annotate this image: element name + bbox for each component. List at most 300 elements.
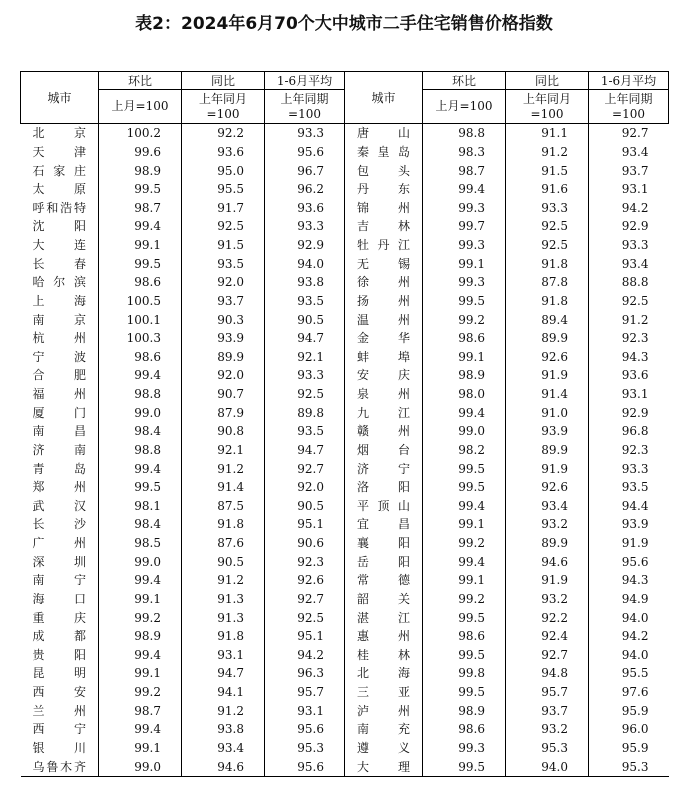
mom-value-cell: 99.1 [99,664,182,683]
yoy-value-cell: 91.9 [506,459,589,478]
city-name-cell: 南 昌 [32,424,86,439]
avg-value-cell: 95.5 [589,664,669,683]
mom-value-cell: 99.2 [423,534,506,553]
mom-value-cell: 98.6 [99,348,182,367]
mom-base-label: 上月=100 [99,90,182,124]
city-name-cell: 南 充 [345,720,423,739]
yoy-value-cell: 92.7 [506,646,589,665]
avg-value-cell: 93.3 [589,236,669,255]
avg-value-cell: 94.7 [265,441,345,460]
table-row [21,720,669,739]
city-name-cell: 包 头 [345,161,423,180]
city-name-cell: 沈 阳 [32,219,86,234]
city-name-cell: 徐 州 [345,273,423,292]
mom-value-cell: 98.9 [99,627,182,646]
city-name-cell: 大 连 [32,238,86,253]
city-name-cell: 南 京 [32,312,86,327]
table-row [21,217,669,236]
mom-value-cell: 99.4 [99,646,182,665]
city-name-cell: 青 岛 [32,461,86,476]
yoy-value-cell: 91.1 [506,124,589,143]
mom-value-cell: 99.5 [99,478,182,497]
mom-value-cell: 99.5 [423,646,506,665]
mom-value-cell: 99.5 [423,478,506,497]
yoy-value-cell: 92.6 [506,348,589,367]
yoy-value-cell: 87.9 [182,403,265,422]
yoy-value-cell: 93.8 [182,720,265,739]
yoy-value-cell: 91.8 [506,292,589,311]
city-name-cell: 宁 波 [32,349,86,364]
city-column-header: 城市 [21,72,99,124]
mom-value-cell: 100.5 [99,292,182,311]
table-row [21,552,669,571]
mom-value-cell: 99.6 [99,143,182,162]
yoy-value-cell: 92.1 [182,441,265,460]
city-name-cell: 烟 台 [345,441,423,460]
avg-value-cell: 88.8 [589,273,669,292]
yoy-value-cell: 92.6 [506,478,589,497]
mom-value-cell: 99.1 [99,590,182,609]
yoy-value-cell: 94.1 [182,683,265,702]
mom-value-cell: 99.1 [423,348,506,367]
mom-column-header: 环比 [423,72,506,90]
city-name-cell: 唐 山 [345,124,423,143]
table-row [21,664,669,683]
mom-value-cell: 98.0 [423,385,506,404]
avg-value-cell: 93.3 [265,217,345,236]
yoy-value-cell: 92.0 [182,273,265,292]
mom-value-cell: 99.8 [423,664,506,683]
city-name-cell: 桂 林 [345,646,423,665]
avg-value-cell: 92.5 [589,292,669,311]
yoy-value-cell: 92.0 [182,366,265,385]
table-row [21,385,669,404]
city-name-cell: 岳 阳 [345,552,423,571]
avg-value-cell: 96.7 [265,161,345,180]
mom-value-cell: 98.5 [99,534,182,553]
avg-value-cell: 93.3 [265,124,345,143]
mom-value-cell: 98.8 [99,441,182,460]
mom-value-cell: 98.9 [99,161,182,180]
avg-value-cell: 94.0 [589,646,669,665]
avg-value-cell: 94.2 [265,646,345,665]
mom-value-cell: 99.2 [423,310,506,329]
mom-value-cell: 99.3 [423,739,506,758]
yoy-value-cell: 91.8 [182,515,265,534]
table-row [21,534,669,553]
city-name-cell: 锦 州 [345,199,423,218]
table-row [21,515,669,534]
city-name-cell: 贵 阳 [32,647,86,662]
avg-value-cell: 90.5 [265,497,345,516]
avg-column-header: 1-6月平均 [265,72,345,90]
table-row [21,478,669,497]
yoy-value-cell: 91.8 [182,627,265,646]
mom-value-cell: 99.4 [99,366,182,385]
city-name-cell: 石家庄 [32,163,86,178]
city-name-cell: 武 汉 [32,498,86,513]
table-row [21,441,669,460]
city-name-cell: 银 川 [32,740,86,755]
table-row [21,366,669,385]
avg-value-cell: 95.1 [265,627,345,646]
avg-value-cell: 92.5 [265,385,345,404]
yoy-value-cell: 93.4 [182,739,265,758]
yoy-value-cell: 93.2 [506,720,589,739]
city-name-cell: 安 庆 [345,366,423,385]
city-name-cell: 遵 义 [345,739,423,758]
avg-value-cell: 93.4 [589,254,669,273]
avg-base-label: 上年同期 =100 [589,90,669,124]
mom-value-cell: 99.1 [423,254,506,273]
city-name-cell: 牡丹江 [345,236,423,255]
table-row [21,646,669,665]
avg-value-cell: 92.9 [589,403,669,422]
yoy-value-cell: 91.2 [182,459,265,478]
city-name-cell: 兰 州 [32,703,86,718]
avg-value-cell: 93.6 [589,366,669,385]
avg-base-label: 上年同期 =100 [265,90,345,124]
yoy-value-cell: 92.5 [182,217,265,236]
avg-value-cell: 95.9 [589,701,669,720]
avg-value-cell: 90.5 [265,310,345,329]
table-row [21,739,669,758]
city-name-cell: 金 华 [345,329,423,348]
mom-value-cell: 99.5 [99,180,182,199]
avg-value-cell: 94.0 [589,608,669,627]
mom-value-cell: 99.1 [99,739,182,758]
table-row [21,590,669,609]
city-name-cell: 吉 林 [345,217,423,236]
mom-value-cell: 98.8 [99,385,182,404]
yoy-value-cell: 94.8 [506,664,589,683]
yoy-value-cell: 93.9 [506,422,589,441]
city-name-cell: 赣 州 [345,422,423,441]
mom-value-cell: 98.1 [99,497,182,516]
yoy-value-cell: 90.8 [182,422,265,441]
city-name-cell: 宜 昌 [345,515,423,534]
avg-value-cell: 93.1 [589,385,669,404]
yoy-value-cell: 91.9 [506,571,589,590]
yoy-value-cell: 95.3 [506,739,589,758]
city-name-cell: 丹 东 [345,180,423,199]
avg-value-cell: 94.4 [589,497,669,516]
avg-value-cell: 91.2 [589,310,669,329]
city-name-cell: 秦皇岛 [345,143,423,162]
mom-value-cell: 100.1 [99,310,182,329]
mom-value-cell: 99.2 [99,683,182,702]
city-name-cell: 洛 阳 [345,478,423,497]
avg-value-cell: 90.6 [265,534,345,553]
mom-value-cell: 99.2 [423,590,506,609]
yoy-value-cell: 91.2 [506,143,589,162]
mom-value-cell: 99.4 [423,497,506,516]
yoy-value-cell: 95.5 [182,180,265,199]
mom-value-cell: 99.5 [423,757,506,776]
avg-column-header: 1-6月平均 [589,72,669,90]
city-name-cell: 济 宁 [345,459,423,478]
yoy-value-cell: 91.5 [506,161,589,180]
city-name-cell: 昆 明 [32,666,86,681]
city-name-cell: 温 州 [345,310,423,329]
avg-value-cell: 94.3 [589,571,669,590]
avg-value-cell: 96.2 [265,180,345,199]
yoy-value-cell: 95.0 [182,161,265,180]
mom-value-cell: 99.3 [423,236,506,255]
table-row [21,757,669,776]
mom-column-header: 环比 [99,72,182,90]
avg-value-cell: 95.6 [265,143,345,162]
city-name-cell: 厦 门 [32,405,86,420]
yoy-value-cell: 91.7 [182,199,265,218]
mom-value-cell: 99.0 [99,403,182,422]
city-name-cell: 天 津 [32,144,86,159]
avg-value-cell: 92.9 [265,236,345,255]
yoy-value-cell: 91.9 [506,366,589,385]
yoy-value-cell: 92.4 [506,627,589,646]
yoy-value-cell: 92.2 [506,608,589,627]
city-name-cell: 长 春 [32,256,86,271]
table-row [21,273,669,292]
city-name-cell: 三 亚 [345,683,423,702]
table-row [21,348,669,367]
avg-value-cell: 92.3 [265,552,345,571]
city-name-cell: 九 江 [345,403,423,422]
yoy-value-cell: 93.6 [182,143,265,162]
mom-value-cell: 98.6 [99,273,182,292]
yoy-value-cell: 91.8 [506,254,589,273]
avg-value-cell: 92.3 [589,441,669,460]
table-row [21,683,669,702]
avg-value-cell: 92.7 [265,590,345,609]
city-name-cell: 太 原 [32,182,86,197]
yoy-base-label: 上年同月 =100 [506,90,589,124]
yoy-value-cell: 93.1 [182,646,265,665]
yoy-value-cell: 87.8 [506,273,589,292]
city-column-header: 城市 [345,72,423,124]
mom-value-cell: 99.2 [99,608,182,627]
yoy-value-cell: 93.5 [182,254,265,273]
mom-value-cell: 100.3 [99,329,182,348]
city-name-cell: 大 理 [345,757,423,776]
table-row [21,143,669,162]
yoy-value-cell: 94.6 [182,757,265,776]
mom-value-cell: 98.8 [423,124,506,143]
mom-value-cell: 99.3 [423,199,506,218]
table-body [21,124,669,777]
yoy-value-cell: 91.4 [506,385,589,404]
mom-value-cell: 98.7 [99,701,182,720]
avg-value-cell: 94.7 [265,329,345,348]
yoy-value-cell: 89.9 [506,441,589,460]
yoy-value-cell: 89.4 [506,310,589,329]
mom-value-cell: 99.4 [99,459,182,478]
yoy-column-header: 同比 [506,72,589,90]
city-name-cell: 呼和浩特 [32,200,86,215]
avg-value-cell: 89.8 [265,403,345,422]
table-row [21,627,669,646]
yoy-value-cell: 94.0 [506,757,589,776]
yoy-value-cell: 90.5 [182,552,265,571]
city-name-cell: 北 京 [32,126,86,141]
avg-value-cell: 92.9 [589,217,669,236]
mom-value-cell: 99.7 [423,217,506,236]
avg-value-cell: 93.5 [265,292,345,311]
mom-value-cell: 99.1 [423,515,506,534]
mom-value-cell: 99.0 [423,422,506,441]
city-name-cell: 蚌 埠 [345,348,423,367]
avg-value-cell: 93.4 [589,143,669,162]
yoy-value-cell: 91.2 [182,571,265,590]
yoy-value-cell: 91.3 [182,590,265,609]
avg-value-cell: 93.9 [589,515,669,534]
city-name-cell: 平顶山 [345,497,423,516]
avg-value-cell: 93.1 [589,180,669,199]
table-row [21,701,669,720]
avg-value-cell: 95.6 [589,552,669,571]
yoy-value-cell: 93.9 [182,329,265,348]
mom-value-cell: 99.0 [99,757,182,776]
avg-value-cell: 91.9 [589,534,669,553]
avg-value-cell: 93.3 [265,366,345,385]
city-name-cell: 乌鲁木齐 [21,757,99,776]
city-name-cell: 常 德 [345,571,423,590]
price-index-table [20,71,669,777]
mom-value-cell: 99.4 [99,571,182,590]
avg-value-cell: 95.1 [265,515,345,534]
city-name-cell: 海 口 [32,591,86,606]
avg-value-cell: 95.9 [589,739,669,758]
mom-value-cell: 98.3 [423,143,506,162]
city-name-cell: 惠 州 [345,627,423,646]
mom-value-cell: 99.5 [99,254,182,273]
yoy-value-cell: 92.5 [506,217,589,236]
avg-value-cell: 92.7 [589,124,669,143]
mom-value-cell: 98.6 [423,720,506,739]
table-row [21,236,669,255]
yoy-value-cell: 93.4 [506,497,589,516]
city-name-cell: 重 庆 [32,610,86,625]
city-name-cell: 深 圳 [32,554,86,569]
mom-value-cell: 99.5 [423,608,506,627]
city-name-cell: 合 肥 [32,368,86,383]
avg-value-cell: 96.0 [589,720,669,739]
avg-value-cell: 93.6 [265,199,345,218]
mom-value-cell: 99.5 [423,683,506,702]
yoy-value-cell: 93.2 [506,515,589,534]
table-row [21,310,669,329]
city-name-cell: 长 沙 [32,517,86,532]
yoy-value-cell: 91.3 [182,608,265,627]
mom-value-cell: 98.4 [99,422,182,441]
yoy-value-cell: 94.6 [506,552,589,571]
yoy-value-cell: 87.6 [182,534,265,553]
yoy-value-cell: 93.3 [506,199,589,218]
city-name-cell: 西 安 [32,685,86,700]
yoy-value-cell: 94.7 [182,664,265,683]
avg-value-cell: 92.3 [589,329,669,348]
table-row [21,329,669,348]
city-name-cell: 韶 关 [345,590,423,609]
table-row [21,199,669,218]
city-name-cell: 西 宁 [32,722,86,737]
yoy-value-cell: 89.9 [506,534,589,553]
mom-value-cell: 99.5 [423,292,506,311]
mom-value-cell: 99.4 [423,552,506,571]
avg-value-cell: 93.1 [265,701,345,720]
city-name-cell: 北 海 [345,664,423,683]
mom-value-cell: 99.1 [423,571,506,590]
avg-value-cell: 94.2 [589,199,669,218]
yoy-value-cell: 91.0 [506,403,589,422]
mom-value-cell: 99.1 [99,236,182,255]
mom-value-cell: 98.7 [99,199,182,218]
yoy-value-cell: 89.9 [182,348,265,367]
avg-value-cell: 92.0 [265,478,345,497]
mom-value-cell: 98.2 [423,441,506,460]
mom-value-cell: 99.4 [423,403,506,422]
yoy-value-cell: 93.7 [506,701,589,720]
avg-value-cell: 95.6 [265,757,345,776]
yoy-value-cell: 87.5 [182,497,265,516]
page-title: 表2：2024年6月70个大中城市二手住宅销售价格指数 [135,14,553,34]
avg-value-cell: 96.8 [589,422,669,441]
table-row [21,403,669,422]
avg-value-cell: 95.3 [589,757,669,776]
mom-value-cell: 99.0 [99,552,182,571]
yoy-value-cell: 95.7 [506,683,589,702]
avg-value-cell: 94.0 [265,254,345,273]
yoy-value-cell: 91.4 [182,478,265,497]
city-name-cell: 无 锡 [345,254,423,273]
mom-value-cell: 98.9 [423,366,506,385]
avg-value-cell: 92.6 [265,571,345,590]
mom-value-cell: 100.2 [99,124,182,143]
city-name-cell: 郑 州 [32,480,86,495]
avg-value-cell: 94.3 [589,348,669,367]
yoy-column-header: 同比 [182,72,265,90]
table-row [21,459,669,478]
yoy-value-cell: 93.2 [506,590,589,609]
avg-value-cell: 94.9 [589,590,669,609]
city-name-cell: 湛 江 [345,608,423,627]
mom-value-cell: 98.4 [99,515,182,534]
table-row [21,292,669,311]
yoy-value-cell: 91.6 [506,180,589,199]
yoy-value-cell: 90.3 [182,310,265,329]
city-name-cell: 福 州 [32,387,86,402]
avg-value-cell: 94.2 [589,627,669,646]
city-name-cell: 上 海 [32,293,86,308]
table-row [21,161,669,180]
table-row [21,422,669,441]
mom-value-cell: 98.9 [423,701,506,720]
avg-value-cell: 95.7 [265,683,345,702]
avg-value-cell: 93.7 [589,161,669,180]
table-header [21,72,669,124]
avg-value-cell: 93.3 [589,459,669,478]
city-name-cell: 扬 州 [345,292,423,311]
mom-value-cell: 99.4 [99,217,182,236]
city-name-cell: 泉 州 [345,385,423,404]
mom-value-cell: 98.7 [423,161,506,180]
city-name-cell: 成 都 [32,629,86,644]
mom-value-cell: 99.5 [423,459,506,478]
table-row [21,180,669,199]
avg-value-cell: 92.7 [265,459,345,478]
table-row [21,254,669,273]
avg-value-cell: 97.6 [589,683,669,702]
